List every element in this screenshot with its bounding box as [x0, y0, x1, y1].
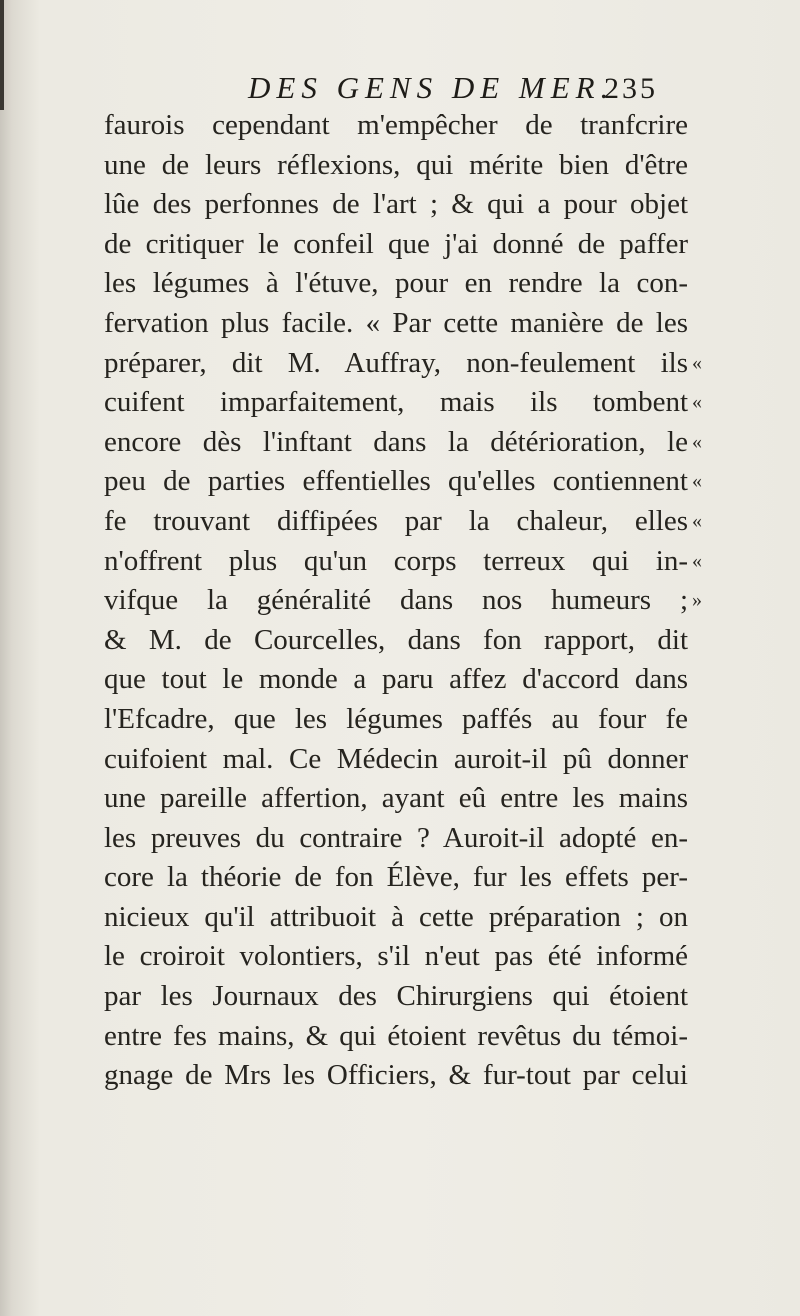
text-line-content: nicieux qu'il attribuoit à cette préparation ; on	[104, 900, 688, 933]
margin-quote-mark: »	[692, 589, 702, 612]
text-line	[104, 700, 688, 740]
margin-quote-mark: «	[692, 509, 702, 532]
text-line	[104, 819, 688, 859]
text-body	[104, 106, 704, 1096]
page-number: 235	[604, 72, 658, 105]
margin-quote-mark: «	[692, 470, 702, 493]
text-line-content: de critiquer le confeil que j'ai donné de paffer	[104, 227, 688, 260]
text-line	[104, 1056, 688, 1096]
text-line-content: n'offrent plus qu'un corps terreux qui in-	[104, 544, 688, 577]
text-line-content: fe trouvant diffipées par la chaleur, elles	[104, 504, 688, 537]
text-line-content: préparer, dit M. Auffray, non-feulement ils	[104, 346, 688, 379]
text-line-content: que tout le monde a paru affez d'accord dans	[104, 663, 688, 696]
text-line	[104, 898, 688, 938]
text-line	[104, 264, 688, 304]
text-line	[104, 106, 688, 146]
margin-quote-mark: «	[692, 391, 702, 414]
text-line-content: fervation plus facile. « Par cette manière de les	[104, 306, 688, 339]
text-line-content: peu de parties effentielles qu'elles contiennent	[104, 465, 688, 498]
text-line	[104, 1017, 688, 1057]
text-line-content: encore dès l'inftant dans la détérioration, le	[104, 425, 688, 458]
text-line-content: une pareille affertion, ayant eû entre les mains	[104, 782, 688, 815]
text-line-content: gnage de Mrs les Officiers, & fur-tout par celui	[104, 1059, 688, 1092]
text-line	[104, 225, 688, 265]
text-line	[104, 383, 702, 423]
running-head-title: DES GENS DE MER.	[248, 70, 615, 105]
text-line-content: lûe des perfonnes de l'art ; & qui a pour objet	[104, 188, 688, 221]
text-line	[104, 146, 688, 186]
text-line	[104, 621, 688, 661]
text-line	[104, 423, 702, 463]
text-line-content: cuifent imparfaitement, mais ils tombent	[104, 386, 688, 419]
text-line	[104, 502, 702, 542]
text-line-content: une de leurs réflexions, qui mérite bien d'être	[104, 148, 688, 181]
text-line	[104, 977, 688, 1017]
text-line	[104, 581, 702, 621]
text-line	[104, 937, 688, 977]
text-line-content: core la théorie de fon Élève, fur les effets per-	[104, 861, 688, 894]
text-line-content: faurois cependant m'empêcher de tranfcrire	[104, 109, 688, 141]
text-line	[104, 185, 688, 225]
text-line-content: & M. de Courcelles, dans fon rapport, dit	[104, 623, 688, 656]
text-line	[104, 779, 688, 819]
text-line	[104, 858, 688, 898]
margin-quote-mark: «	[692, 430, 702, 453]
text-line-content: l'Efcadre, que les légumes paffés au four fe	[104, 702, 688, 735]
margin-quote-mark: «	[692, 351, 702, 374]
text-line-content: entre fes mains, & qui étoient revêtus du témoi-	[104, 1019, 688, 1052]
text-line	[104, 344, 702, 384]
text-line	[104, 462, 702, 502]
text-line	[104, 740, 688, 780]
text-line	[104, 304, 688, 344]
text-line-content: le croiroit volontiers, s'il n'eut pas été informé	[104, 940, 688, 973]
text-line-content: cuifoient mal. Ce Médecin auroit-il pû donner	[104, 742, 688, 775]
margin-quote-mark: «	[692, 549, 702, 572]
text-line-content: vifque la généralité dans nos humeurs ;	[104, 584, 688, 617]
text-line-content: les légumes à l'étuve, pour en rendre la con-	[104, 267, 688, 300]
text-line	[104, 660, 688, 700]
text-line	[104, 542, 702, 582]
text-line-content: les preuves du contraire ? Auroit-il adopté en-	[104, 821, 688, 854]
running-head	[0, 70, 800, 110]
text-line-content: par les Journaux des Chirurgiens qui étoient	[104, 980, 688, 1013]
